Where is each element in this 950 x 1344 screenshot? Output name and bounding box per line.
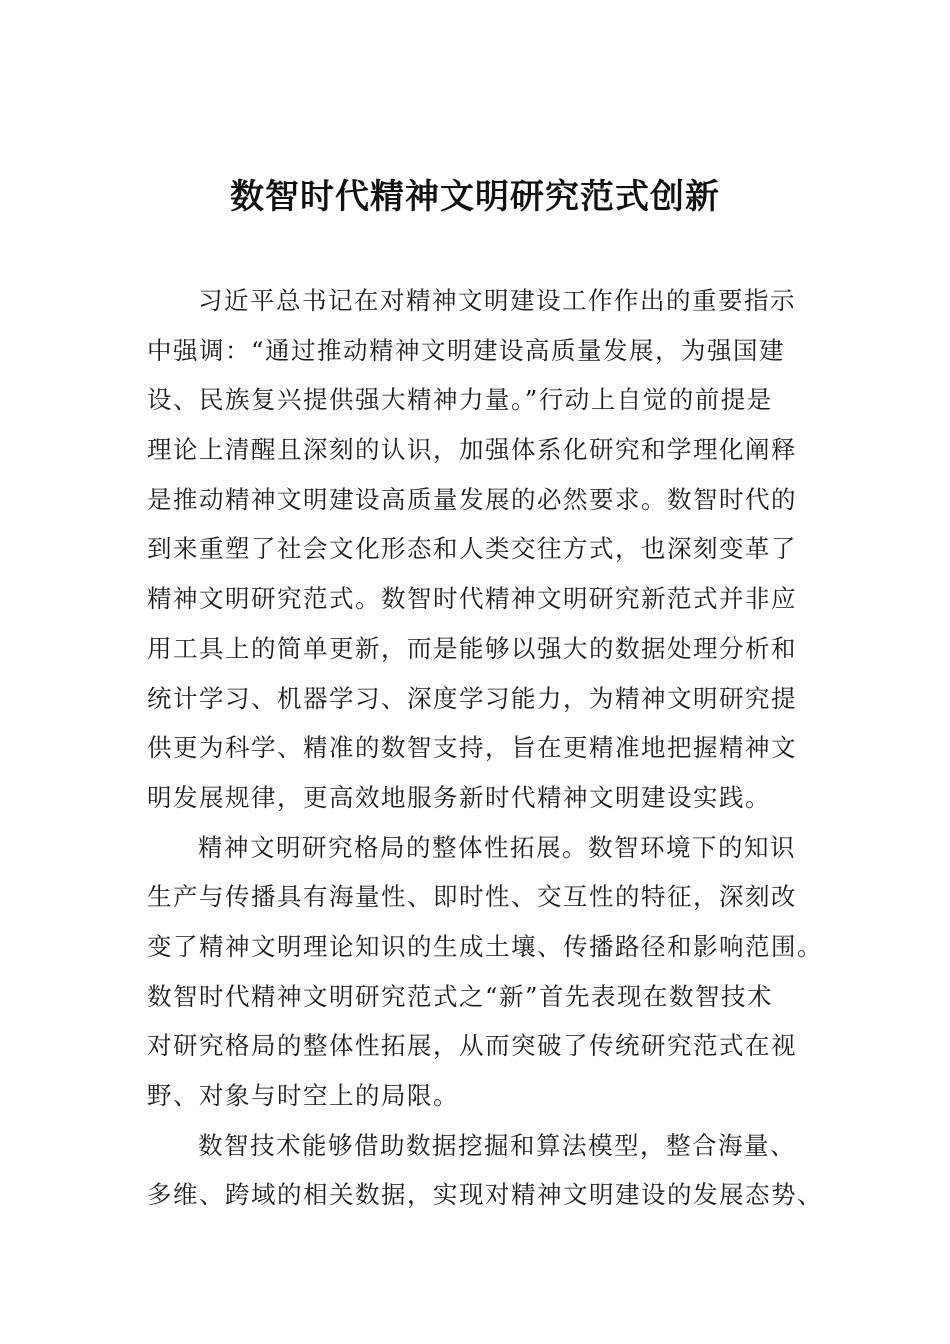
- paragraph-3-line-1: 数智技术能够借助数据挖掘和算法模型，整合海量、: [198, 1130, 796, 1160]
- paragraph-1-line-1: 习近平总书记在对精神文明建设工作作出的重要指示: [198, 286, 796, 315]
- paragraph-1-line-3: 设、民族复兴提供强大精神力量。”行动上自觉的前提是: [147, 385, 773, 415]
- paragraph-1-line-2: 中强调：“通过推动精神文明建设高质量发展，为强国建: [147, 335, 786, 365]
- paragraph-2-line-1: 精神文明研究格局的整体性拓展。数智环境下的知识: [198, 832, 796, 862]
- paragraph-1-line-5: 是推动精神文明建设高质量发展的必然要求。数智时代的: [147, 484, 797, 514]
- paragraph-1-line-11: 明发展规律，更高效地服务新时代精神文明建设实践。: [147, 782, 771, 812]
- paragraph-2-line-6: 野、对象与时空上的局限。: [147, 1081, 459, 1110]
- paragraph-1-line-8: 用工具上的简单更新，而是能够以强大的数据处理分析和: [147, 633, 797, 663]
- document-body: [147, 276, 823, 1220]
- paragraph-1-line-6: 到来重塑了社会文化形态和人类交往方式，也深刻变革了: [147, 534, 797, 564]
- paragraph-2-line-3: 变了精神文明理论知识的生成土壤、传播路径和影响范围。: [147, 931, 823, 961]
- paragraph-1-line-9: 统计学习、机器学习、深度学习能力，为精神文明研究提: [147, 683, 797, 713]
- paragraph-3-line-2: 多维、跨域的相关数据，实现对精神文明建设的发展态势、: [147, 1180, 823, 1210]
- paragraph-1-line-7: 精神文明研究范式。数智时代精神文明研究新范式并非应: [147, 584, 797, 614]
- paragraph-1-line-10: 供更为科学、精准的数智支持，旨在更精准地把握精神文: [147, 733, 797, 763]
- paragraph-1-line-4: 理论上清醒且深刻的认识，加强体系化研究和学理化阐释: [147, 435, 797, 465]
- paragraph-2-line-2: 生产与传播具有海量性、即时性、交互性的特征，深刻改: [147, 882, 797, 912]
- paragraph-2-line-4: 数智时代精神文明研究范式之“新”首先表现在数智技术: [147, 981, 774, 1011]
- document-title: 数智时代精神文明研究范式创新: [230, 177, 720, 217]
- paragraph-2-line-5: 对研究格局的整体性拓展，从而突破了传统研究范式在视: [147, 1031, 797, 1061]
